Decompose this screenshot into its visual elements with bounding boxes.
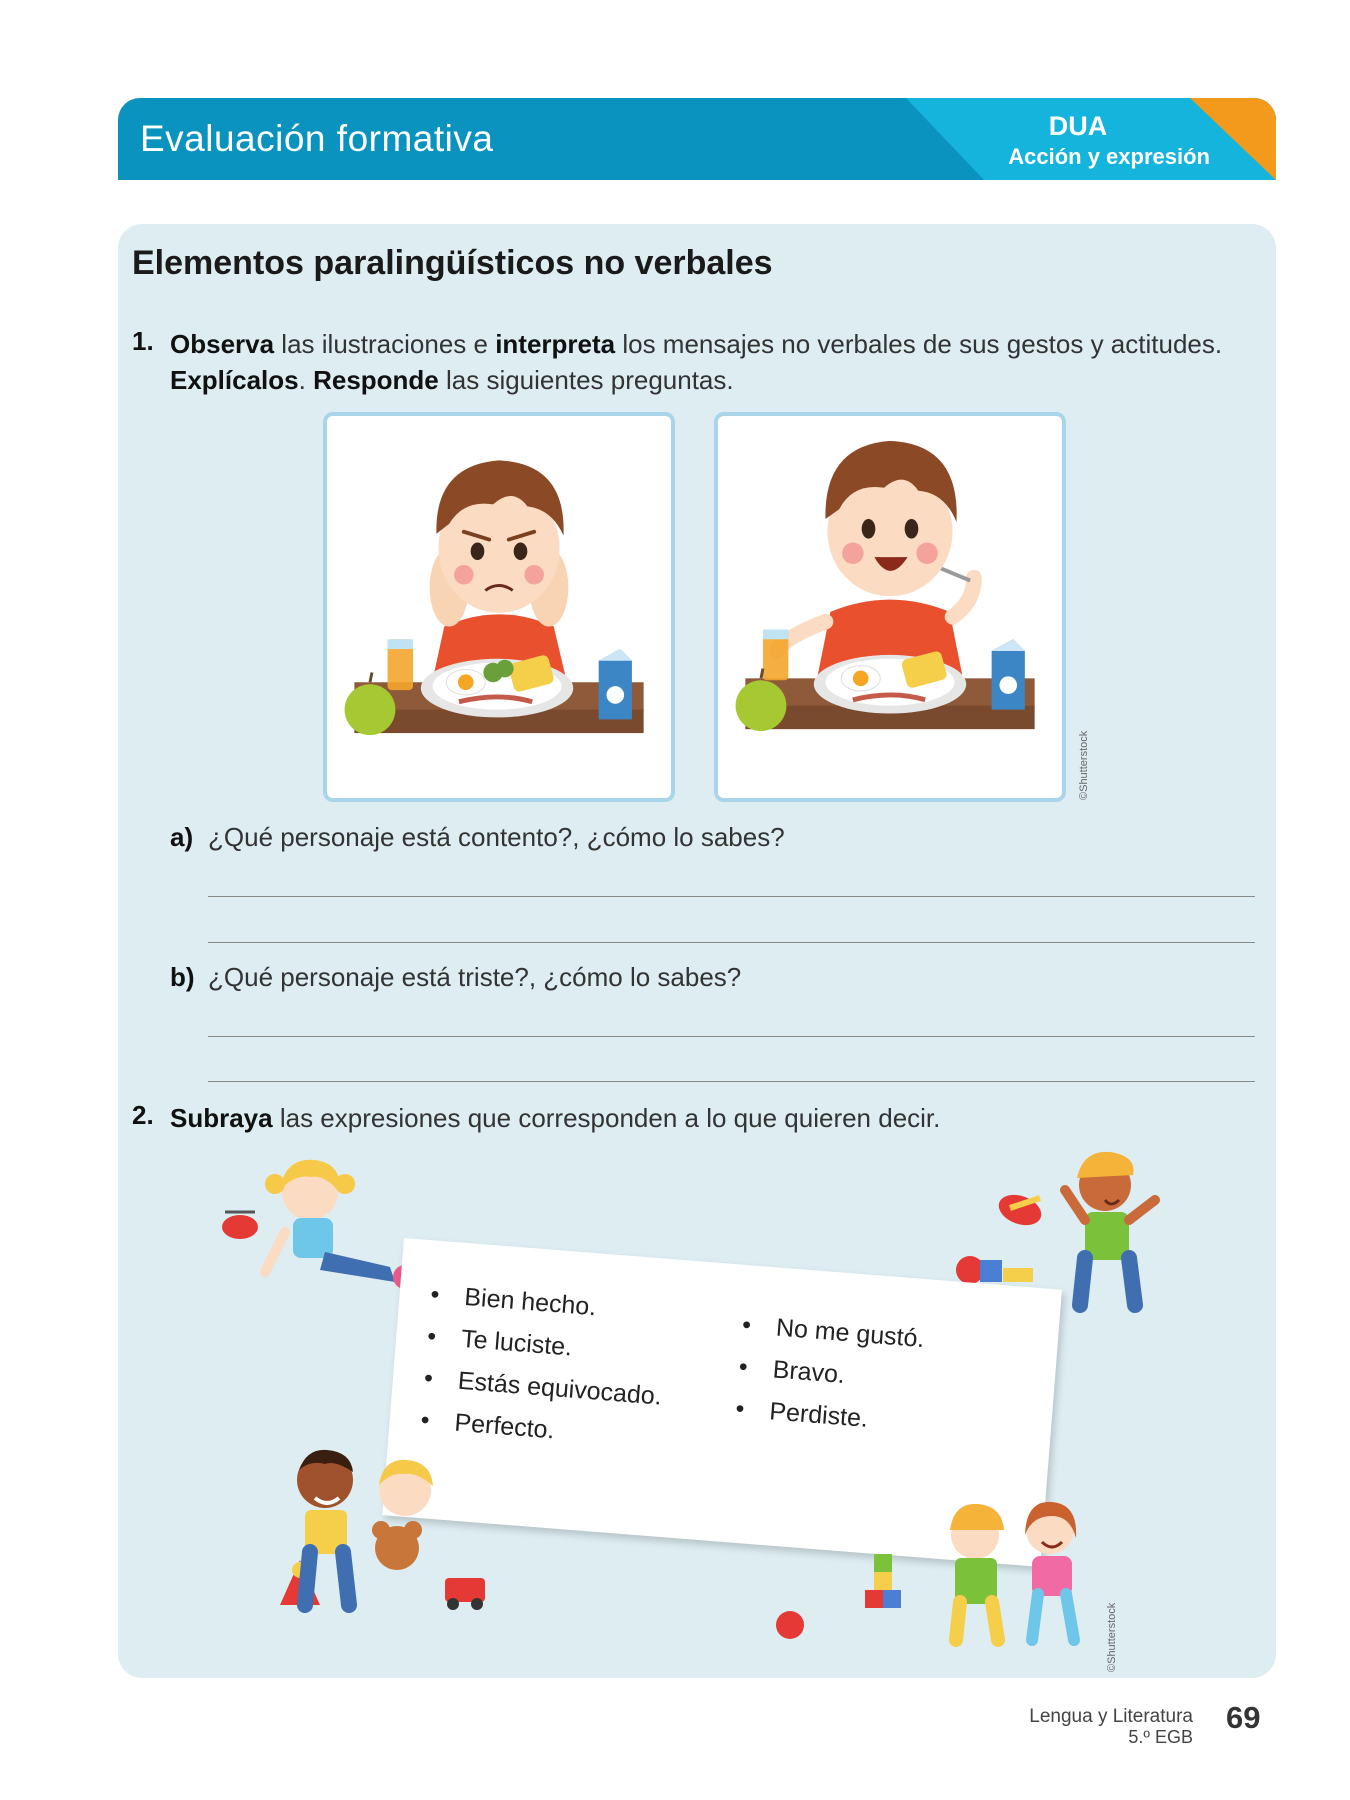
q1-bold-responde: Responde [313, 365, 439, 395]
answer-line-b2[interactable] [208, 1081, 1255, 1082]
q2-bold-subraya: Subraya [170, 1103, 273, 1133]
section-title: Elementos paralingüísticos no verbales [132, 244, 773, 282]
question-1-number: 1. [132, 326, 154, 356]
expression-left-2[interactable]: • Te luciste. [460, 1325, 573, 1363]
expression-right-3[interactable]: • Perdiste. [768, 1397, 869, 1434]
question-2-text [170, 1100, 1170, 1136]
illustration-sad-boy [323, 412, 675, 802]
q2-text: las expresiones que corresponden a lo que quieren decir. [272, 1103, 941, 1133]
answer-line-b1[interactable] [208, 1036, 1255, 1037]
answer-line-a2[interactable] [208, 942, 1255, 943]
question-1-text [170, 326, 1260, 398]
header-banner [118, 98, 1276, 180]
expression-left-3[interactable]: • Estás equivocado. [457, 1367, 663, 1412]
question-2-number: 2. [132, 1100, 154, 1130]
sad-boy-drawing [327, 416, 671, 798]
answer-line-a1[interactable] [208, 896, 1255, 897]
kids-credit: ©Shutterstock [1106, 1602, 1118, 1672]
kids-bottom-left-illustration [255, 1440, 515, 1620]
expression-left-4[interactable]: • Perfecto. [454, 1409, 556, 1446]
q1-text-1: las ilustraciones e [274, 329, 496, 359]
kids-bottom-right-illustration [770, 1490, 1100, 1650]
subquestion-b-text: ¿Qué personaje está triste?, ¿cómo lo sabes? [208, 962, 742, 992]
expression-right-1[interactable]: • No me gustó. [775, 1314, 926, 1355]
illustration-happy-boy [714, 412, 1066, 802]
dua-label: DUA [1048, 111, 1108, 141]
q1-text-4: las siguientes preguntas. [438, 365, 734, 395]
banner-title: Evaluación formativa [140, 118, 494, 159]
subquestion-a-text: ¿Qué personaje está contento?, ¿cómo lo sabes? [208, 822, 785, 852]
q1-text-2: los mensajes no verbales de sus gestos y actitudes. [615, 329, 1223, 359]
illustrations-credit: ©Shutterstock [1078, 730, 1090, 800]
expression-right-2[interactable]: • Bravo. [772, 1355, 846, 1390]
q1-bold-interpreta: interpreta [495, 329, 616, 359]
dua-subtitle: Acción y expresión [1008, 144, 1210, 169]
happy-boy-drawing [718, 416, 1062, 798]
page-number: 69 [1226, 1700, 1261, 1735]
q1-bold-observa: Observa [170, 329, 275, 359]
q1-bold-explicalos: Explícalos [170, 365, 299, 395]
subquestion-a-letter: a) [170, 822, 194, 852]
subquestion-b-letter: b) [170, 962, 195, 992]
q1-text-3: . [298, 365, 314, 395]
footer-subject: Lengua y Literatura [1029, 1706, 1193, 1727]
footer-grade: 5.º EGB [1128, 1727, 1193, 1747]
expression-left-1[interactable]: • Bien hecho. [463, 1283, 597, 1322]
